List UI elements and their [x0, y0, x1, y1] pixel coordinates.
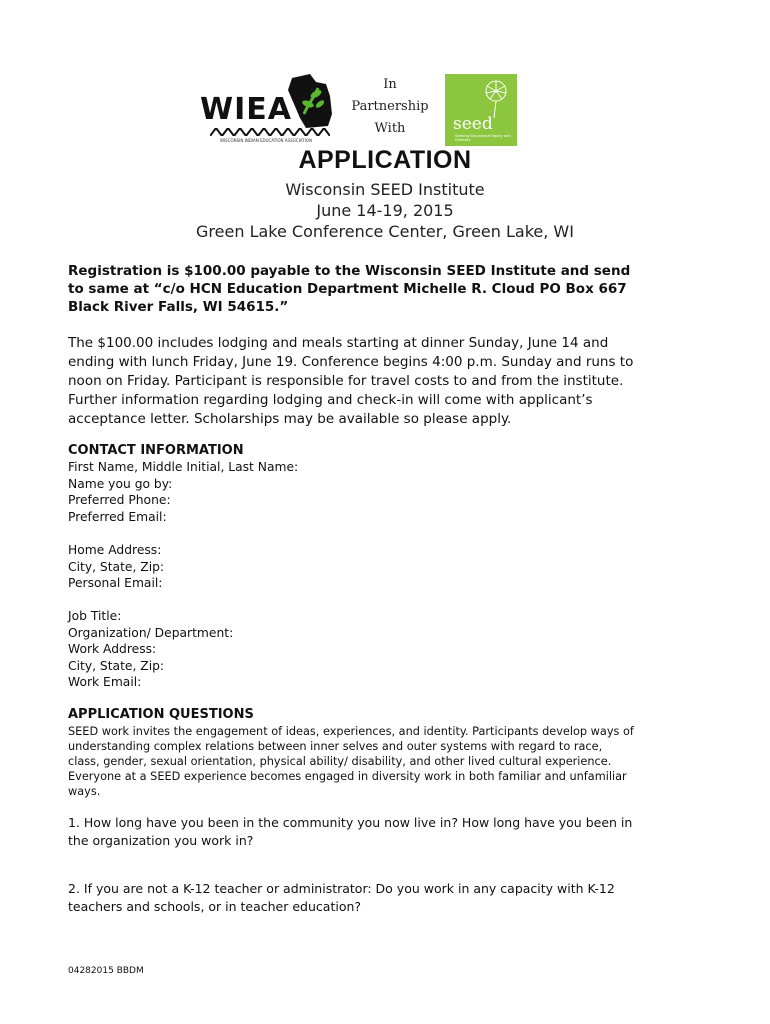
questions-heading: APPLICATION QUESTIONS: [68, 707, 254, 722]
form-field-label: Personal Email:: [68, 576, 163, 591]
seed-logo: [445, 74, 517, 146]
intro-paragraph: [68, 334, 718, 429]
contact-group-work: [68, 608, 233, 691]
question-line: 2. If you are not a K-12 teacher or administrator: Do you work in any capacity with K-12: [68, 881, 615, 896]
intro-line: Further information regarding lodging and check-in will come with applicant’s: [68, 392, 593, 408]
seed-logo-subtext: Seeking Educational Equity and Diversity: [455, 134, 511, 142]
seed-logo-text: seed: [453, 114, 493, 134]
form-field-label: First Name, Middle Initial, Last Name:: [68, 460, 299, 474]
questions-intro-line: understanding complex relations between inner selves and outer systems with regard to race,: [68, 740, 603, 753]
form-field-label: Organization/ Department:: [68, 625, 234, 640]
wisconsin-map-icon: [286, 74, 336, 130]
question-line: the organization you work in?: [68, 833, 254, 848]
form-field-label: Home Address:: [68, 543, 162, 557]
form-field-label: Work Email:: [68, 675, 142, 690]
registration-line: to same at “c/o HCN Education Department Michelle R. Cloud PO Box 667: [68, 281, 627, 297]
registration-line: Black River Falls, WI 54615.”: [68, 299, 289, 315]
questions-intro-line: class, gender, sexual orientation, physical ability/ disability, and other lived cultural experience.: [68, 755, 612, 768]
questions-intro: [68, 724, 718, 799]
subtitle-line: June 14-19, 2015: [316, 201, 454, 220]
contact-heading: CONTACT INFORMATION: [68, 443, 244, 458]
form-field-label: Job Title:: [68, 609, 122, 623]
questions-intro-line: ways.: [68, 785, 101, 798]
registration-line: Registration is $100.00 payable to the Wisconsin SEED Institute and send: [68, 263, 631, 279]
subtitle-line: Green Lake Conference Center, Green Lake, WI: [196, 222, 574, 241]
questions-intro-line: Everyone at a SEED experience becomes engaged in diversity work in both familiar and unfamiliar: [68, 770, 627, 783]
contact-group-home: [68, 542, 164, 592]
form-field-label: City, State, Zip:: [68, 658, 165, 673]
intro-line: noon on Friday. Participant is responsible for travel costs to and from the institute.: [68, 373, 624, 389]
wiea-logo-subtext: WISCONSIN INDIAN EDUCATION ASSOCIATION: [220, 138, 312, 143]
question-line: 1. How long have you been in the community you now live in? How long have you been in: [68, 815, 633, 830]
intro-line: acceptance letter. Scholarships may be available so please apply.: [68, 411, 512, 427]
zigzag-border-icon: [210, 128, 330, 136]
registration-paragraph: [68, 262, 708, 316]
intro-line: The $100.00 includes lodging and meals starting at dinner Sunday, June 14 and: [68, 335, 609, 351]
wiea-logo: [200, 74, 350, 148]
page-title: APPLICATION: [298, 146, 472, 174]
form-field-label: Name you go by:: [68, 476, 173, 491]
dandelion-icon: [479, 78, 513, 118]
question-line: teachers and schools, or in teacher education?: [68, 899, 362, 914]
wiea-logo-text: WIEA: [200, 92, 292, 127]
form-field-label: Preferred Phone:: [68, 493, 171, 508]
partnership-text: [350, 74, 430, 140]
question-2: [68, 880, 708, 916]
partnership-line: With: [374, 121, 406, 136]
form-field-label: Preferred Email:: [68, 509, 167, 524]
form-field-label: City, State, Zip:: [68, 559, 165, 574]
footer-code: 04282015 BBDM: [68, 966, 144, 976]
questions-intro-line: SEED work invites the engagement of ideas, experiences, and identity. Participants develop ways of: [68, 725, 634, 738]
intro-line: ending with lunch Friday, June 19. Conference begins 4:00 p.m. Sunday and runs to: [68, 354, 634, 370]
partnership-line: In: [383, 77, 397, 92]
partnership-line: Partnership: [351, 99, 429, 114]
form-field-label: Work Address:: [68, 642, 157, 657]
subtitle-line: Wisconsin SEED Institute: [285, 180, 485, 199]
question-1: [68, 814, 708, 850]
contact-group-personal: [68, 459, 298, 525]
